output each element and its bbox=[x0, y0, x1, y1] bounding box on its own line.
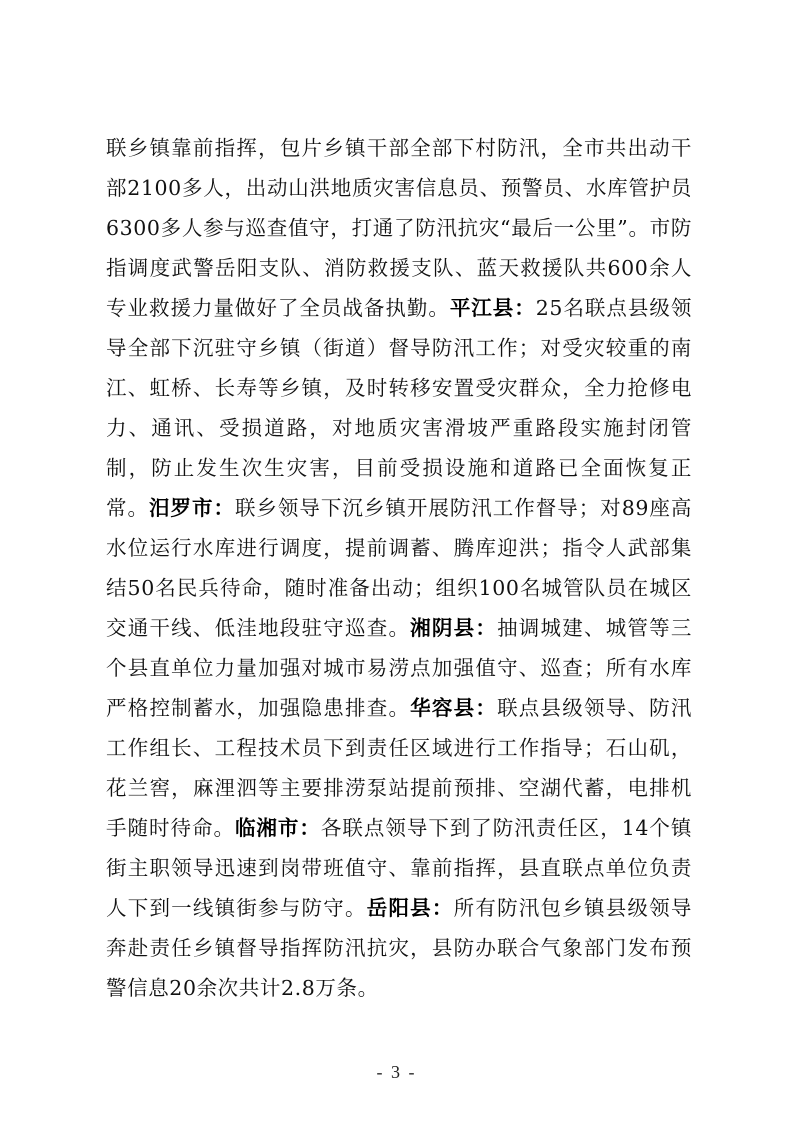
huarong-text: 联点县级领导、防汛工作组长、工程技术员下到责任区域进行工作指导；石山矶，花兰窖，麻浬泗等主要排涝泵站提前预排、空湖代蓄，电排机手随时待命。 bbox=[106, 696, 692, 840]
county-heading-linxiang: 临湘市： bbox=[234, 816, 321, 840]
county-heading-huarong: 华容县： bbox=[410, 696, 498, 720]
yueyang-text: 所有防汛包乡镇县级领导奔赴责任乡镇督导指挥防汛抗灾，县防办联合气象部门发布预警信息20余次共计2.8万条。 bbox=[106, 896, 692, 1000]
county-heading-pingjiang: 平江县： bbox=[449, 296, 536, 320]
county-heading-xiangyin: 湘阴县： bbox=[410, 616, 498, 640]
pingjiang-text: 25名联点县级领导全部下沉驻守乡镇（街道）督导防汛工作；对受灾较重的南江、虹桥、长寿等乡镇，及时转移安置受灾群众，全力抢修电力、通讯、受损道路，对地质灾害滑坡严重路段实施封闭管制，防止发生次生灾害，目前受损设施和道路已全面恢复正常。 bbox=[106, 296, 692, 520]
xiangyin-text: 抽调城建、城管等三个县直单位力量加强对城市易涝点加强值守、巡查；所有水库严格控制蓄水，加强隐患排查。 bbox=[106, 616, 692, 720]
county-heading-yueyang: 岳阳县： bbox=[366, 896, 454, 920]
page-number: - 3 - bbox=[376, 1062, 417, 1082]
county-heading-miluo: 汨罗市： bbox=[148, 496, 235, 520]
intro-text: 联乡镇靠前指挥，包片乡镇干部全部下村防汛，全市共出动干部2100多人，出动山洪地质灾害信息员、预警员、水库管护员6300多人参与巡查值守，打通了防汛抗灾“最后一公里”。市防指调度武警岳阳支队、消防救援支队、蓝天救援队共600余人专业救援力量做好了全员战备执勤。 bbox=[106, 136, 692, 320]
miluo-text: 联乡领导下沉乡镇开展防汛工作督导；对89座高水位运行水库进行调度，提前调蓄、腾库迎洪；指令人武部集结50名民兵待命，随时准备出动；组织100名城管队员在城区交通干线、低洼地段驻守巡查。 bbox=[106, 496, 692, 640]
linxiang-text: 各联点领导下到了防汛责任区，14个镇街主职领导迅速到岗带班值守、靠前指挥，县直联点单位负责人下到一线镇街参与防守。 bbox=[106, 816, 692, 920]
body-paragraph bbox=[106, 128, 692, 1008]
